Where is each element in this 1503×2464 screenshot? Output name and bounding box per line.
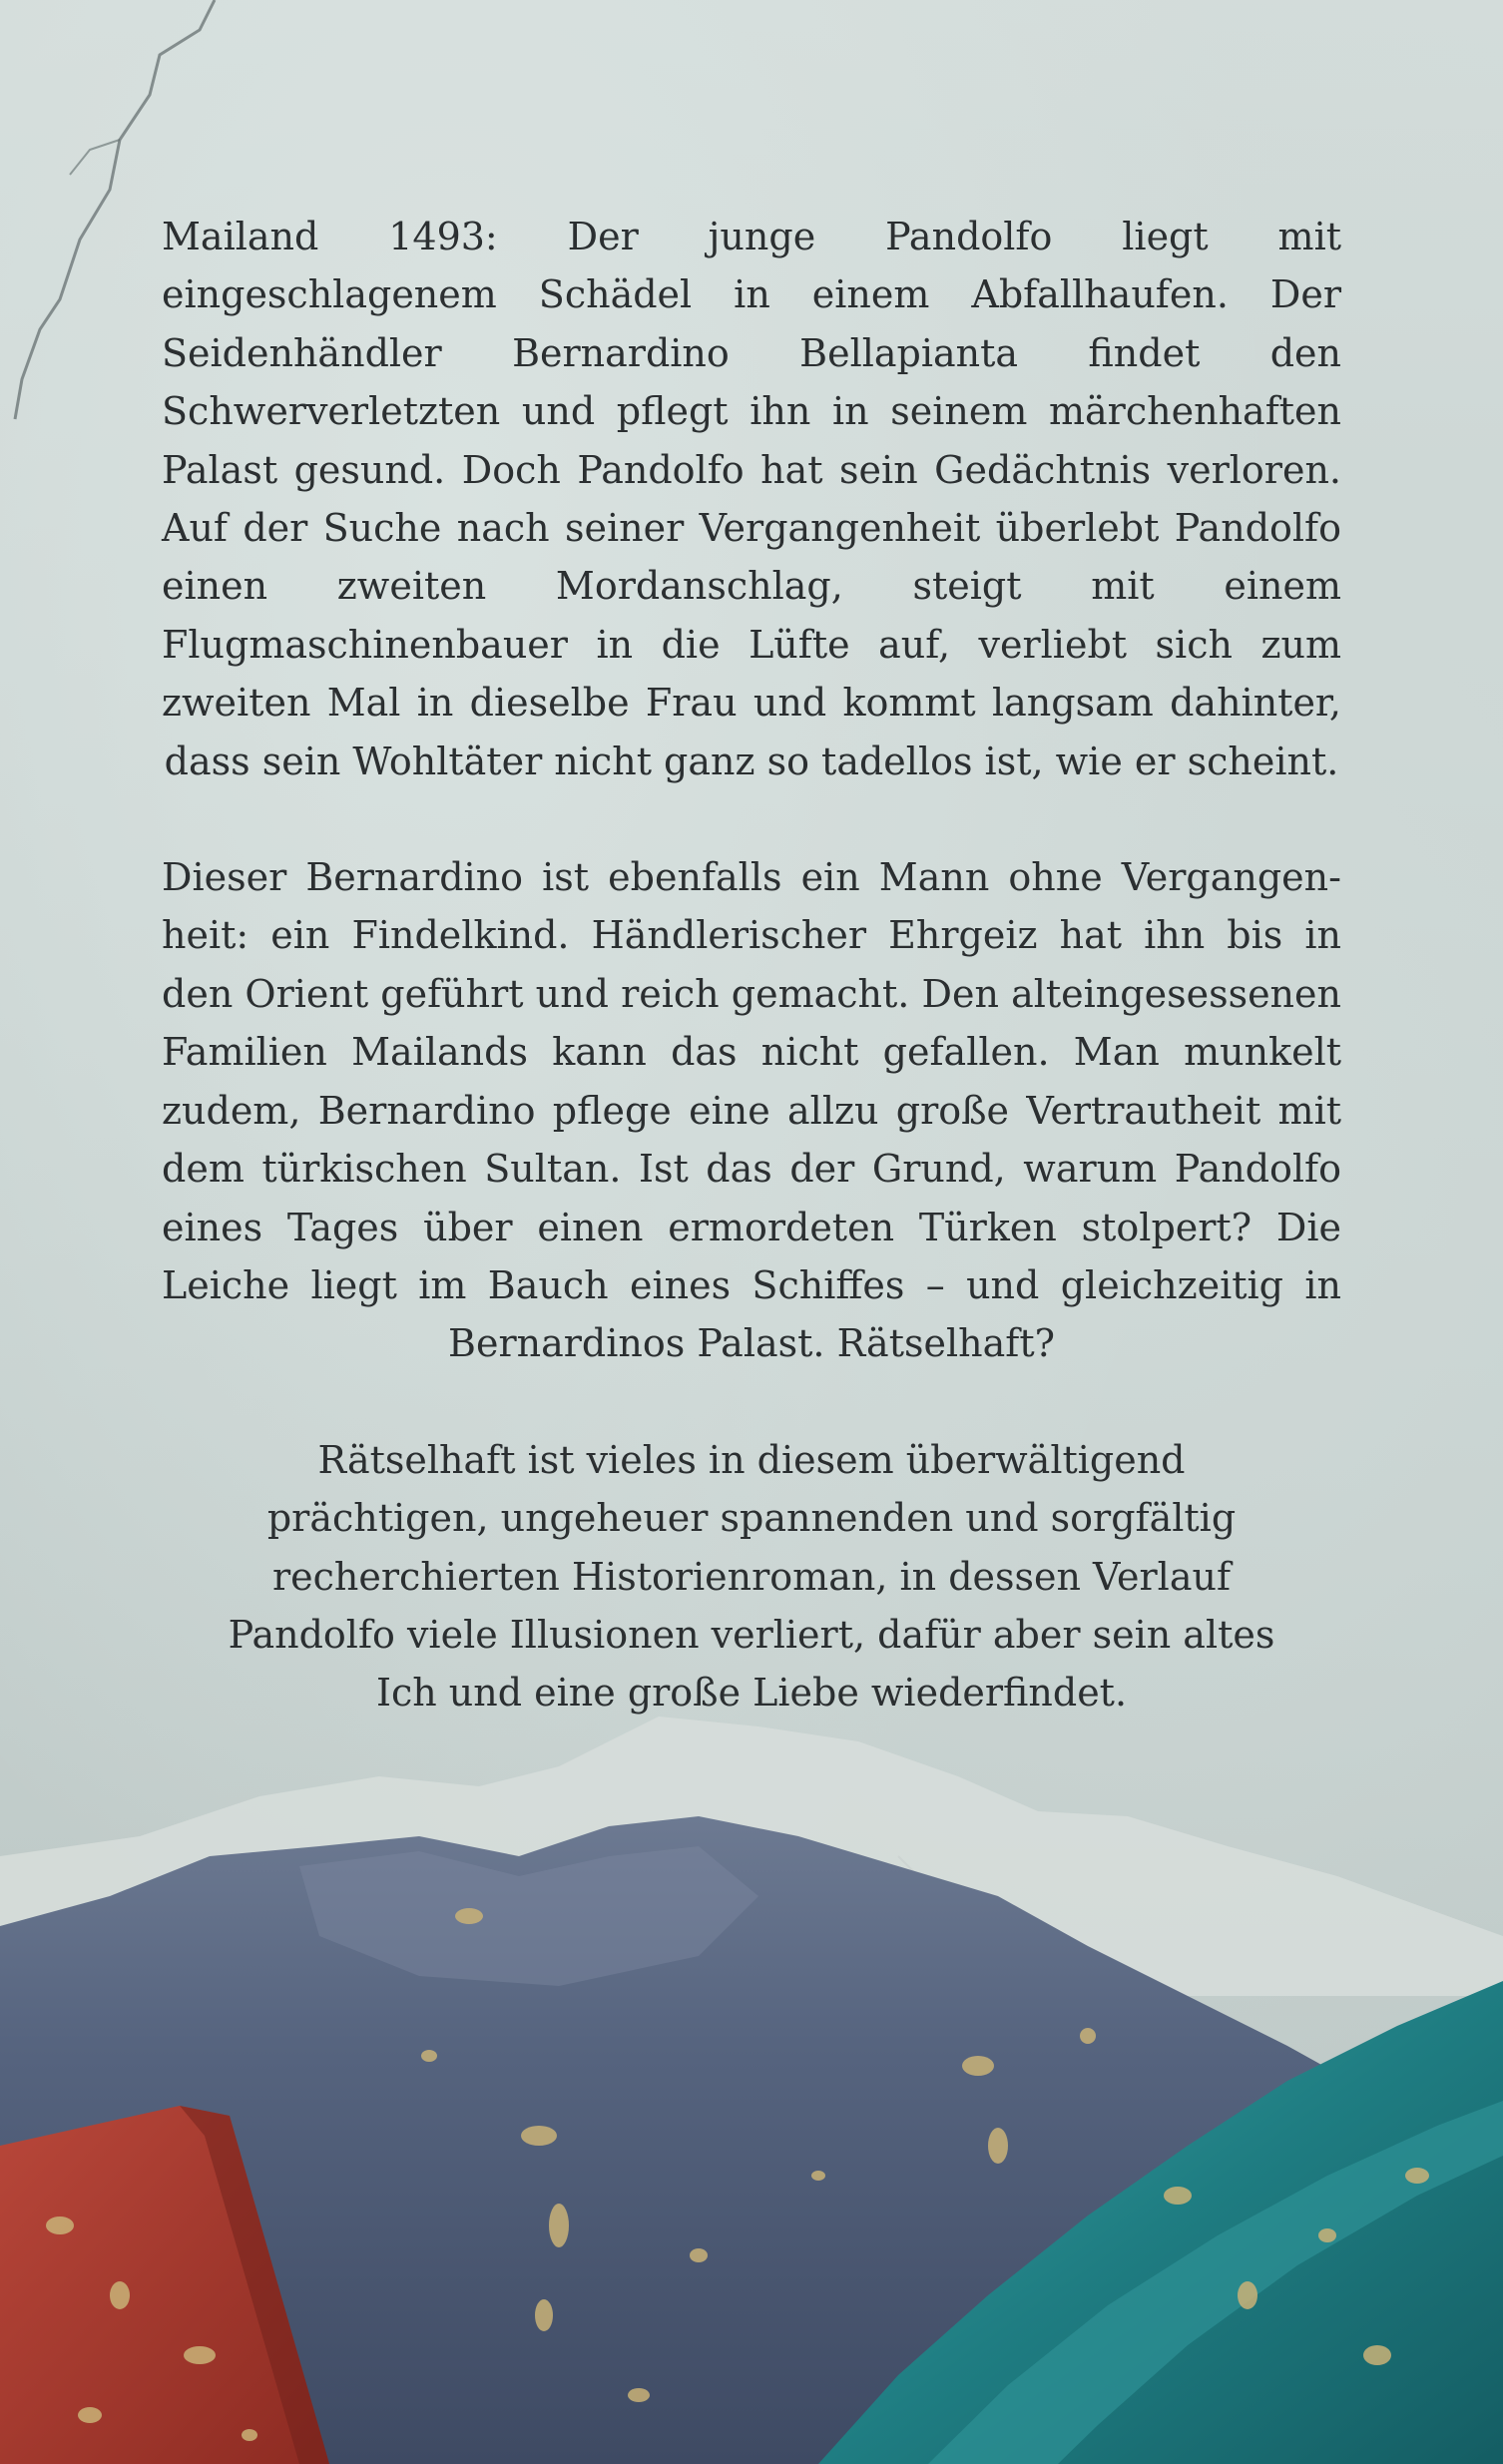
crack-top-left-branch (70, 140, 120, 175)
blurb-paragraph-2: Dieser Bernardino ist ebenfalls ein Mann ohne Vergangenheit: ein Findelkind. Händlerischer Ehrgeiz hat ihn bis in den Orient geführt und reich gemacht. Den alteingesessenen Familien Mailands kann das nicht gefallen. Man munkelt zudem, Bernardino pflege eine allzu große Vertrautheit mit dem türkischen Sultan. Ist das der Grund, warum Pandolfo eines Tages über einen ermordeten Türken stolpert? Die Leiche liegt im Bauch eines Schiffes – und gleichzeitig in Bernardinos Palast. Rätselhaft? (162, 855, 1341, 1366)
blurb-paragraph-1: Mailand 1493: Der junge Pandolfo liegt mit eingeschlagenem Schädel in einem Abfallhaufen. Der Seidenhändler Bernardino Bellapianta findet den Schwerverletzten und pflegt ihn in seinem märchenhaften Palast gesund. Doch Pandolfo hat sein Gedächtnis verloren. Auf der Suche nach seiner Vergangenheit überlebt Pandolfo einen zweiten Mordanschlag, steigt mit einem Flugmaschinenbauer in die Lüfte auf, verliebt sich zum zweiten Mal in dieselbe Frau und kommt langsam dahinter, dass sein Wohltäter nicht ganz so tadellos ist, wie er scheint. (162, 215, 1341, 783)
blurb-paragraph-3: Rätselhaft ist vieles in diesem überwältigend prächtigen, ungeheuer spannenden und sorgfältig recherchierten Historienroman, in dessen Verlauf Pandolfo viele Illusionen verliert, dafür aber sein altes Ich und eine große Liebe wiederfindet. (228, 1437, 1275, 1716)
blurb-text (162, 208, 1341, 1723)
